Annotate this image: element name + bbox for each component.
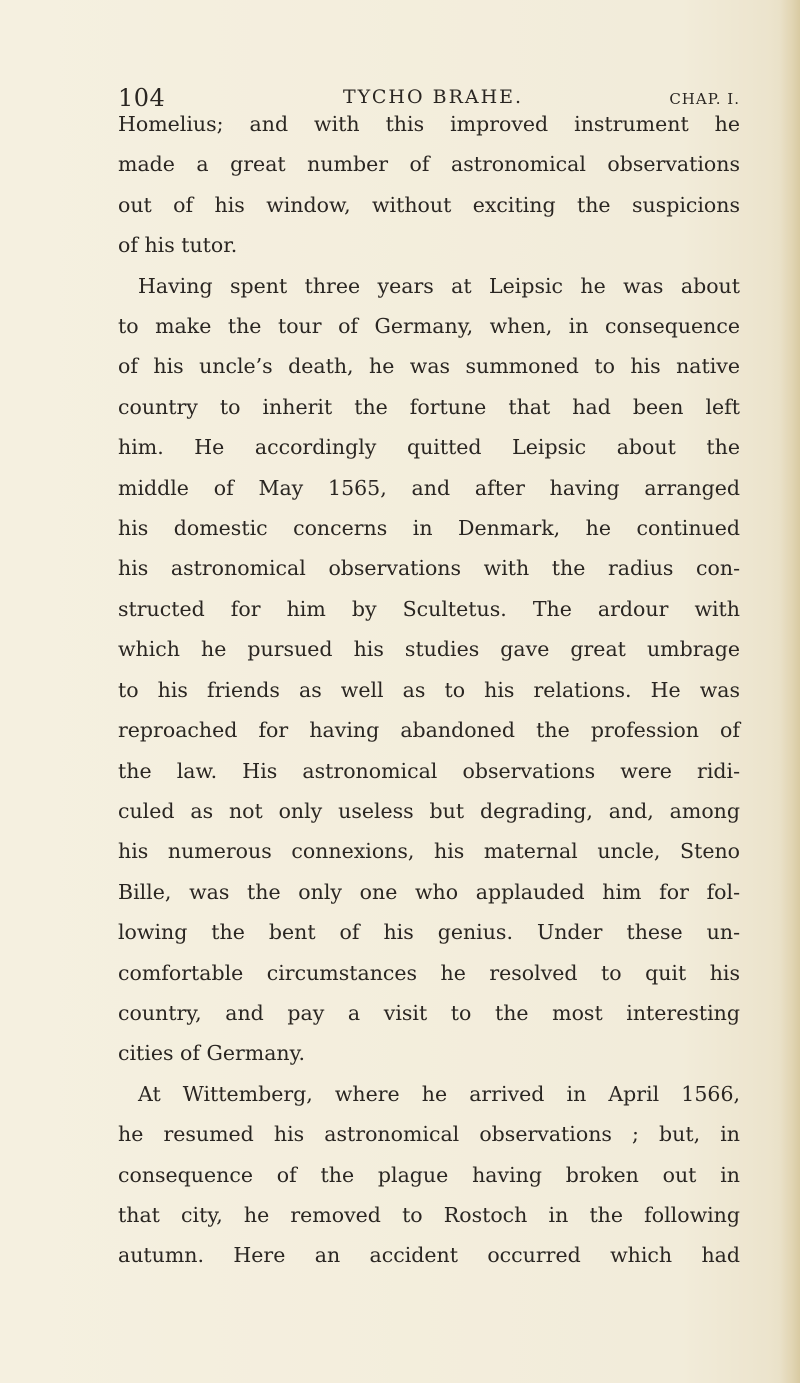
text-line: out of his window, without exciting the suspicions [118, 192, 740, 217]
text-line: to make the tour of Germany, when, in consequence [118, 314, 740, 339]
text-line: middle of May 1565, and after having arranged [118, 475, 740, 500]
text-line: structed for him by Scultetus. The ardour with [118, 596, 740, 621]
page-edge-shadow [780, 0, 800, 1383]
text-line: At Wittemberg, where he arrived in April 1566, [138, 1081, 740, 1106]
text-line: made a great number of astronomical observations [118, 152, 740, 177]
text-line: lowing the bent of his genius. Under these un- [118, 920, 740, 945]
chapter-label: CHAP. I. [669, 90, 740, 108]
text-line: he resumed his astronomical observations ; but, in [118, 1122, 740, 1147]
text-line: comfortable circumstances he resolved to quit his [118, 960, 740, 985]
text-line: consequence of the plague having broken out in [118, 1162, 740, 1187]
text-line: him. He accordingly quitted Leipsic about the [118, 435, 740, 460]
text-line: his numerous connexions, his maternal uncle, Steno [118, 839, 740, 864]
text-line: Homelius; and with this improved instrument he [118, 112, 740, 136]
text-line: of his tutor. [118, 233, 238, 258]
text-line: culed as not only useless but degrading, and, among [118, 798, 740, 823]
running-title: TYCHO BRAHE. [343, 86, 524, 108]
body-text [118, 104, 740, 1276]
text-line: country to inherit the fortune that had been left [118, 394, 740, 419]
text-line: reproached for having abandoned the profession of [118, 718, 740, 743]
text-line: of his uncle’s death, he was summoned to his native [118, 354, 740, 379]
text-line: country, and pay a visit to the most interesting [118, 1000, 740, 1025]
page-number: 104 [118, 84, 166, 112]
text-line: autumn. Here an accident occurred which had [118, 1243, 740, 1268]
text-line: to his friends as well as to his relations. He was [118, 677, 740, 702]
text-line: Having spent three years at Leipsic he was about [138, 273, 740, 298]
text-line: which he pursued his studies gave great umbrage [118, 637, 740, 662]
text-line: his domestic concerns in Denmark, he continued [118, 516, 740, 541]
text-line: Bille, was the only one who applauded him for fol- [118, 879, 740, 904]
text-line: cities of Germany. [118, 1041, 305, 1066]
text-line: that city, he removed to Rostoch in the following [118, 1202, 740, 1227]
text-line: his astronomical observations with the radius con- [118, 556, 740, 581]
text-line: the law. His astronomical observations were ridi- [118, 758, 740, 783]
